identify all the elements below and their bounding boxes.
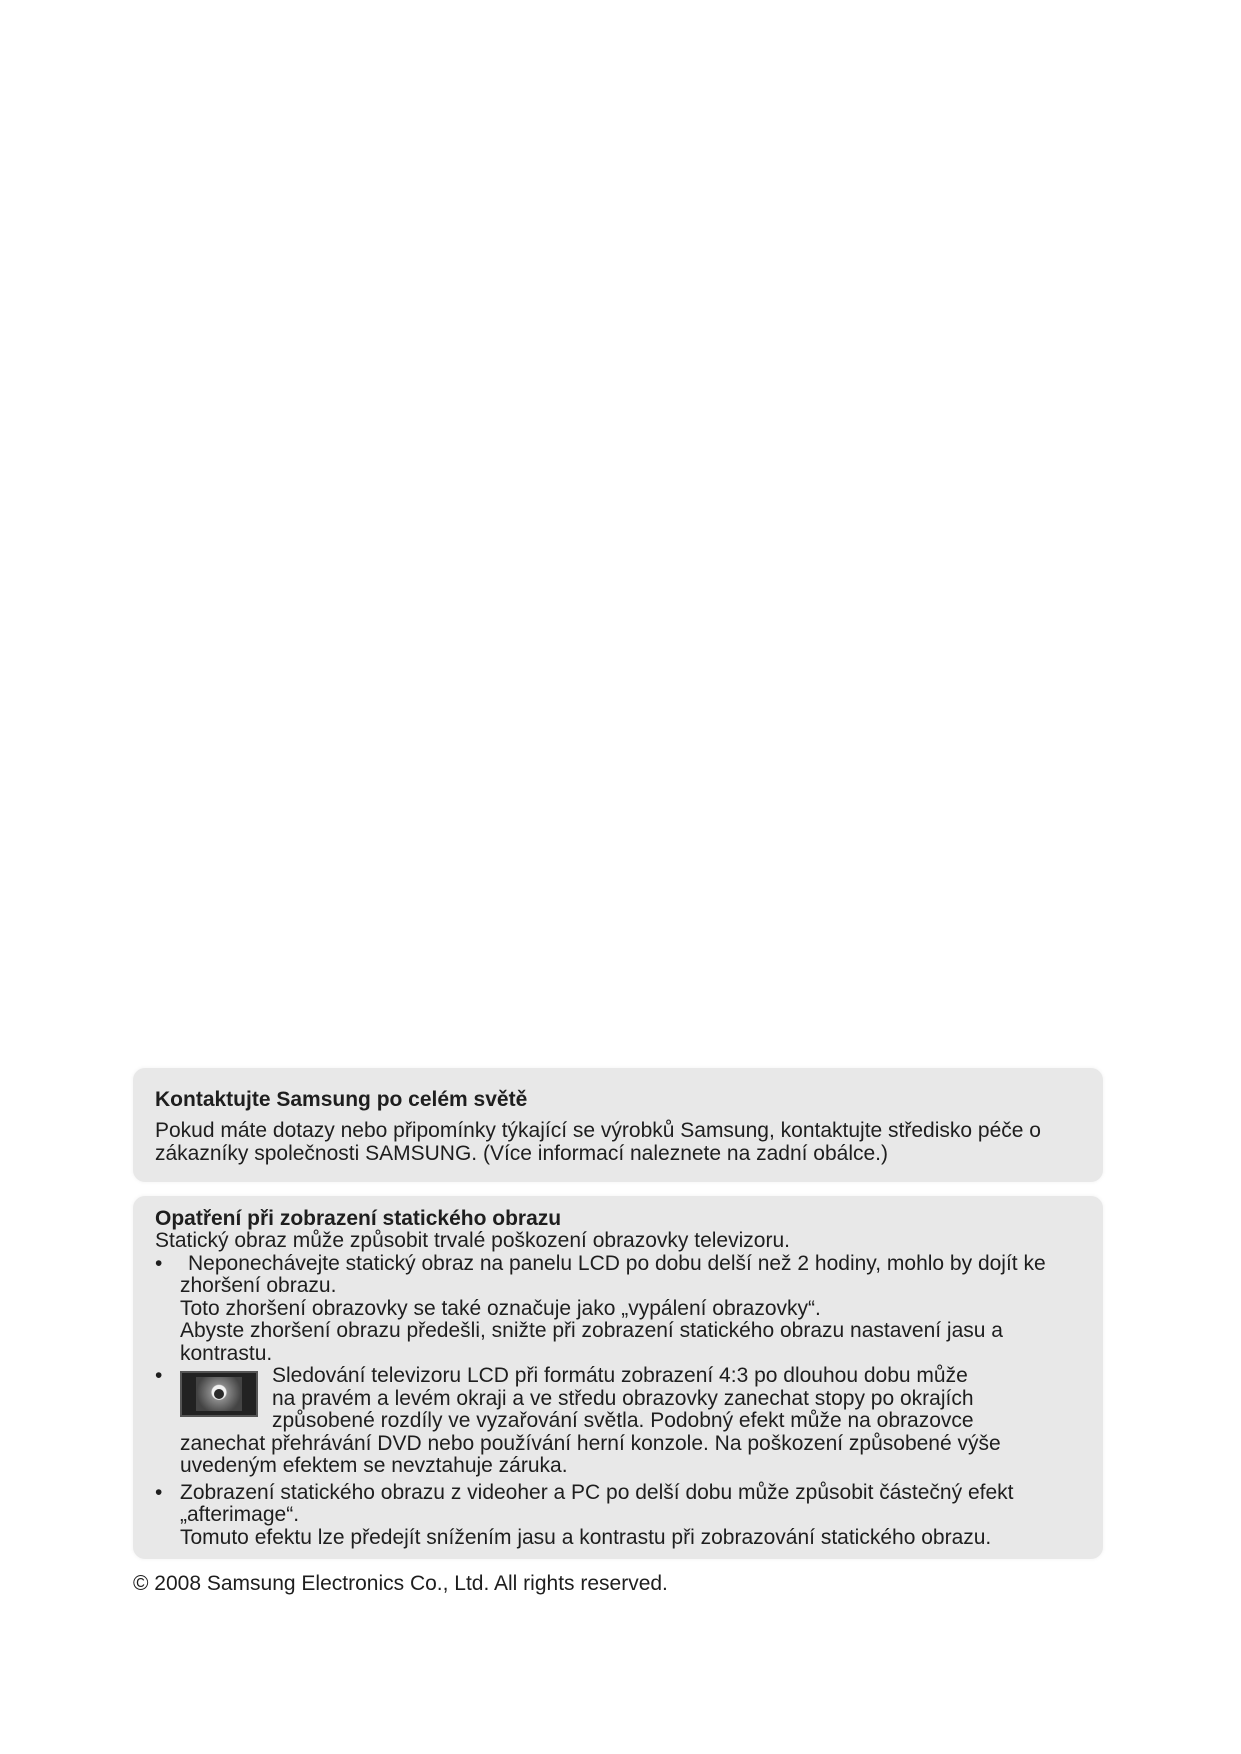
bullet-text-line: Sledování televizoru LCD při formátu zobrazení 4:3 po dlouhou dobu může [272,1364,968,1387]
bullet-text-line: Tomuto efektu lze předejít snížením jasu a kontrastu při zobrazování statického obrazu. [180,1525,992,1549]
static-image-intro: Statický obraz může způsobit trvalé poškození obrazovky televizoru. [155,1229,790,1252]
flower-icon [214,1389,224,1399]
tv-screen-thumbnail-image [180,1371,258,1417]
bullet-dot: • [155,1480,163,1504]
bullet-text-line: způsobené rozdíly ve vyzařování světla. Podobný efekt může na obrazovce [272,1409,974,1432]
bullet-text-line: Neponechávejte statický obraz na panelu LCD po dobu delší než 2 hodiny, mohlo by dojít ke [188,1251,1046,1275]
copyright-notice: © 2008 Samsung Electronics Co., Ltd. All rights reserved. [133,1572,668,1595]
bullet-item-burn-in [155,1253,1081,1366]
bullet-text-line: zanechat přehrávání DVD nebo používání herní konzole. Na poškození způsobené výše [180,1431,1001,1455]
static-image-title: Opatření při zobrazení statického obrazu [155,1207,562,1230]
bullet-text-line: zhoršení obrazu. [180,1274,337,1297]
contact-text-line: zákazníky společnosti SAMSUNG. (Více informací naleznete na zadní obálce.) [155,1141,889,1165]
bullet-item-afterimage [155,1482,1081,1550]
static-image-box [133,1196,1103,1559]
bullet-text-line: Abyste zhoršení obrazu předešli, snižte při zobrazení statického obrazu nastavení jasu a [180,1319,1003,1342]
bullet-text-line: uvedeným efektem se nevztahuje záruka. [180,1454,568,1477]
bullet-text-line: Toto zhoršení obrazovky se také označuje jako „vypálení obrazovky“. [180,1296,821,1320]
bullet-text-line: „afterimage“. [180,1503,300,1526]
bullet-dot: • [155,1251,163,1275]
bullet-item-4-3-format [155,1365,1081,1478]
bullet-text-line: Zobrazení statického obrazu z videoher a PC po delší dobu může způsobit částečný efekt [180,1480,1014,1504]
bullet-text-line: na pravém a levém okraji a ve středu obrazovky zanechat stopy po okrajích [272,1386,974,1410]
contact-box [133,1068,1103,1182]
bullet-dot: • [155,1364,163,1387]
bullet-text-line: kontrastu. [180,1341,273,1365]
contact-title: Kontaktujte Samsung po celém světě [155,1088,528,1111]
contact-text-line: Pokud máte dotazy nebo připomínky týkající se výrobků Samsung, kontaktujte středisko péče o [155,1119,1041,1142]
